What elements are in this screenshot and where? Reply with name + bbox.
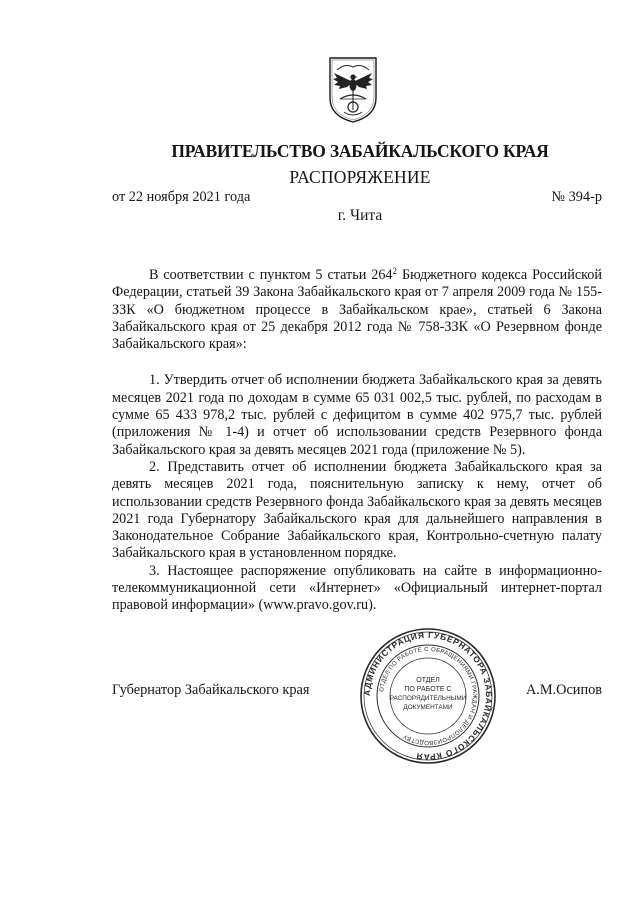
document-date: от 22 ноября 2021 года bbox=[112, 189, 251, 205]
document-city: г. Чита bbox=[337, 207, 383, 224]
svg-text:АДМИНИСТРАЦИЯ ГУБЕРНАТОРА ЗАБА: АДМИНИСТРАЦИЯ ГУБЕРНАТОРА ЗАБАЙКАЛЬСКОГО КРАЯ bbox=[361, 629, 495, 763]
coat-of-arms-icon bbox=[327, 54, 379, 124]
svg-text:РАСПОРЯДИТЕЛЬНЫМИ: РАСПОРЯДИТЕЛЬНЫМИ bbox=[389, 695, 467, 702]
document-number: № 394-р bbox=[551, 189, 602, 205]
government-name: ПРАВИТЕЛЬСТВО ЗАБАЙКАЛЬСКОГО КРАЯ bbox=[171, 141, 549, 161]
document-body bbox=[112, 267, 602, 615]
preamble-paragraph: В соответствии с пунктом 5 статьи $264^2$ Бюджетного кодекса Российской Федерации, статьей 39 Закона Забайкальского края от 7 апреля 2009 года № 155-ЗЗК «О бюджетном процессе в Забайкальском крае», статьей 6 Закона Забайкальского края от 25 декабря 2012 года № 758-ЗЗК «О Резервном фонде Забайкальского края»: bbox=[112, 266, 602, 353]
signatory-role: Губернатор Забайкальского края bbox=[112, 682, 310, 698]
document-type: РАСПОРЯЖЕНИЕ bbox=[289, 167, 431, 187]
svg-text:ОТДЕЛ: ОТДЕЛ bbox=[416, 677, 440, 684]
signatory-name: А.М.Осипов bbox=[525, 682, 602, 698]
svg-text:ДОКУМЕНТАМИ: ДОКУМЕНТАМИ bbox=[403, 704, 453, 711]
official-seal-icon bbox=[357, 625, 499, 767]
svg-text:ПО РАБОТЕ С: ПО РАБОТЕ С bbox=[404, 686, 452, 693]
clause-1: 1. Утвердить отчет об исполнении бюджета Забайкальского края за девять месяцев 2021 года по доходам в сумме 65 031 002,5 тыс. рублей, по расходам в сумме 65 433 978,2 тыс. рублей с дефицитом в сумме 402 975,7 тыс. рублей (приложения № 1-4) и отчет об использовании средств Резервного фонда Забайкальского края за девять месяцев 2021 года (приложение № 5). bbox=[112, 372, 602, 458]
clause-2: 2. Представить отчет об исполнении бюджета Забайкальского края за девять месяцев 2021 года, пояснительную записку к нему, отчет об использовании средств Резервного фонда Забайкальского края за девять месяцев 2021 года Губернатору Забайкальского края для дальнейшего направления в Законодательное Собрание Забайкальского края, Контрольно-счетную палату Забайкальского края в установленном порядке. bbox=[112, 458, 602, 562]
clause-3: 3. Настоящее распоряжение опубликовать на сайте в информационно-телекоммуникационной сети «Интернет» «Официальный интернет-портал правовой информации» (www.pravo.gov.ru). bbox=[112, 562, 602, 614]
svg-text:ОТДЕЛ ПО РАБОТЕ С ОБРАЩЕНИЯМИ: ОТДЕЛ ПО РАБОТЕ С ОБРАЩЕНИЯМИ ГРАЖДАН И ДЕЛОПРОИЗВОДСТВУ bbox=[379, 646, 478, 746]
